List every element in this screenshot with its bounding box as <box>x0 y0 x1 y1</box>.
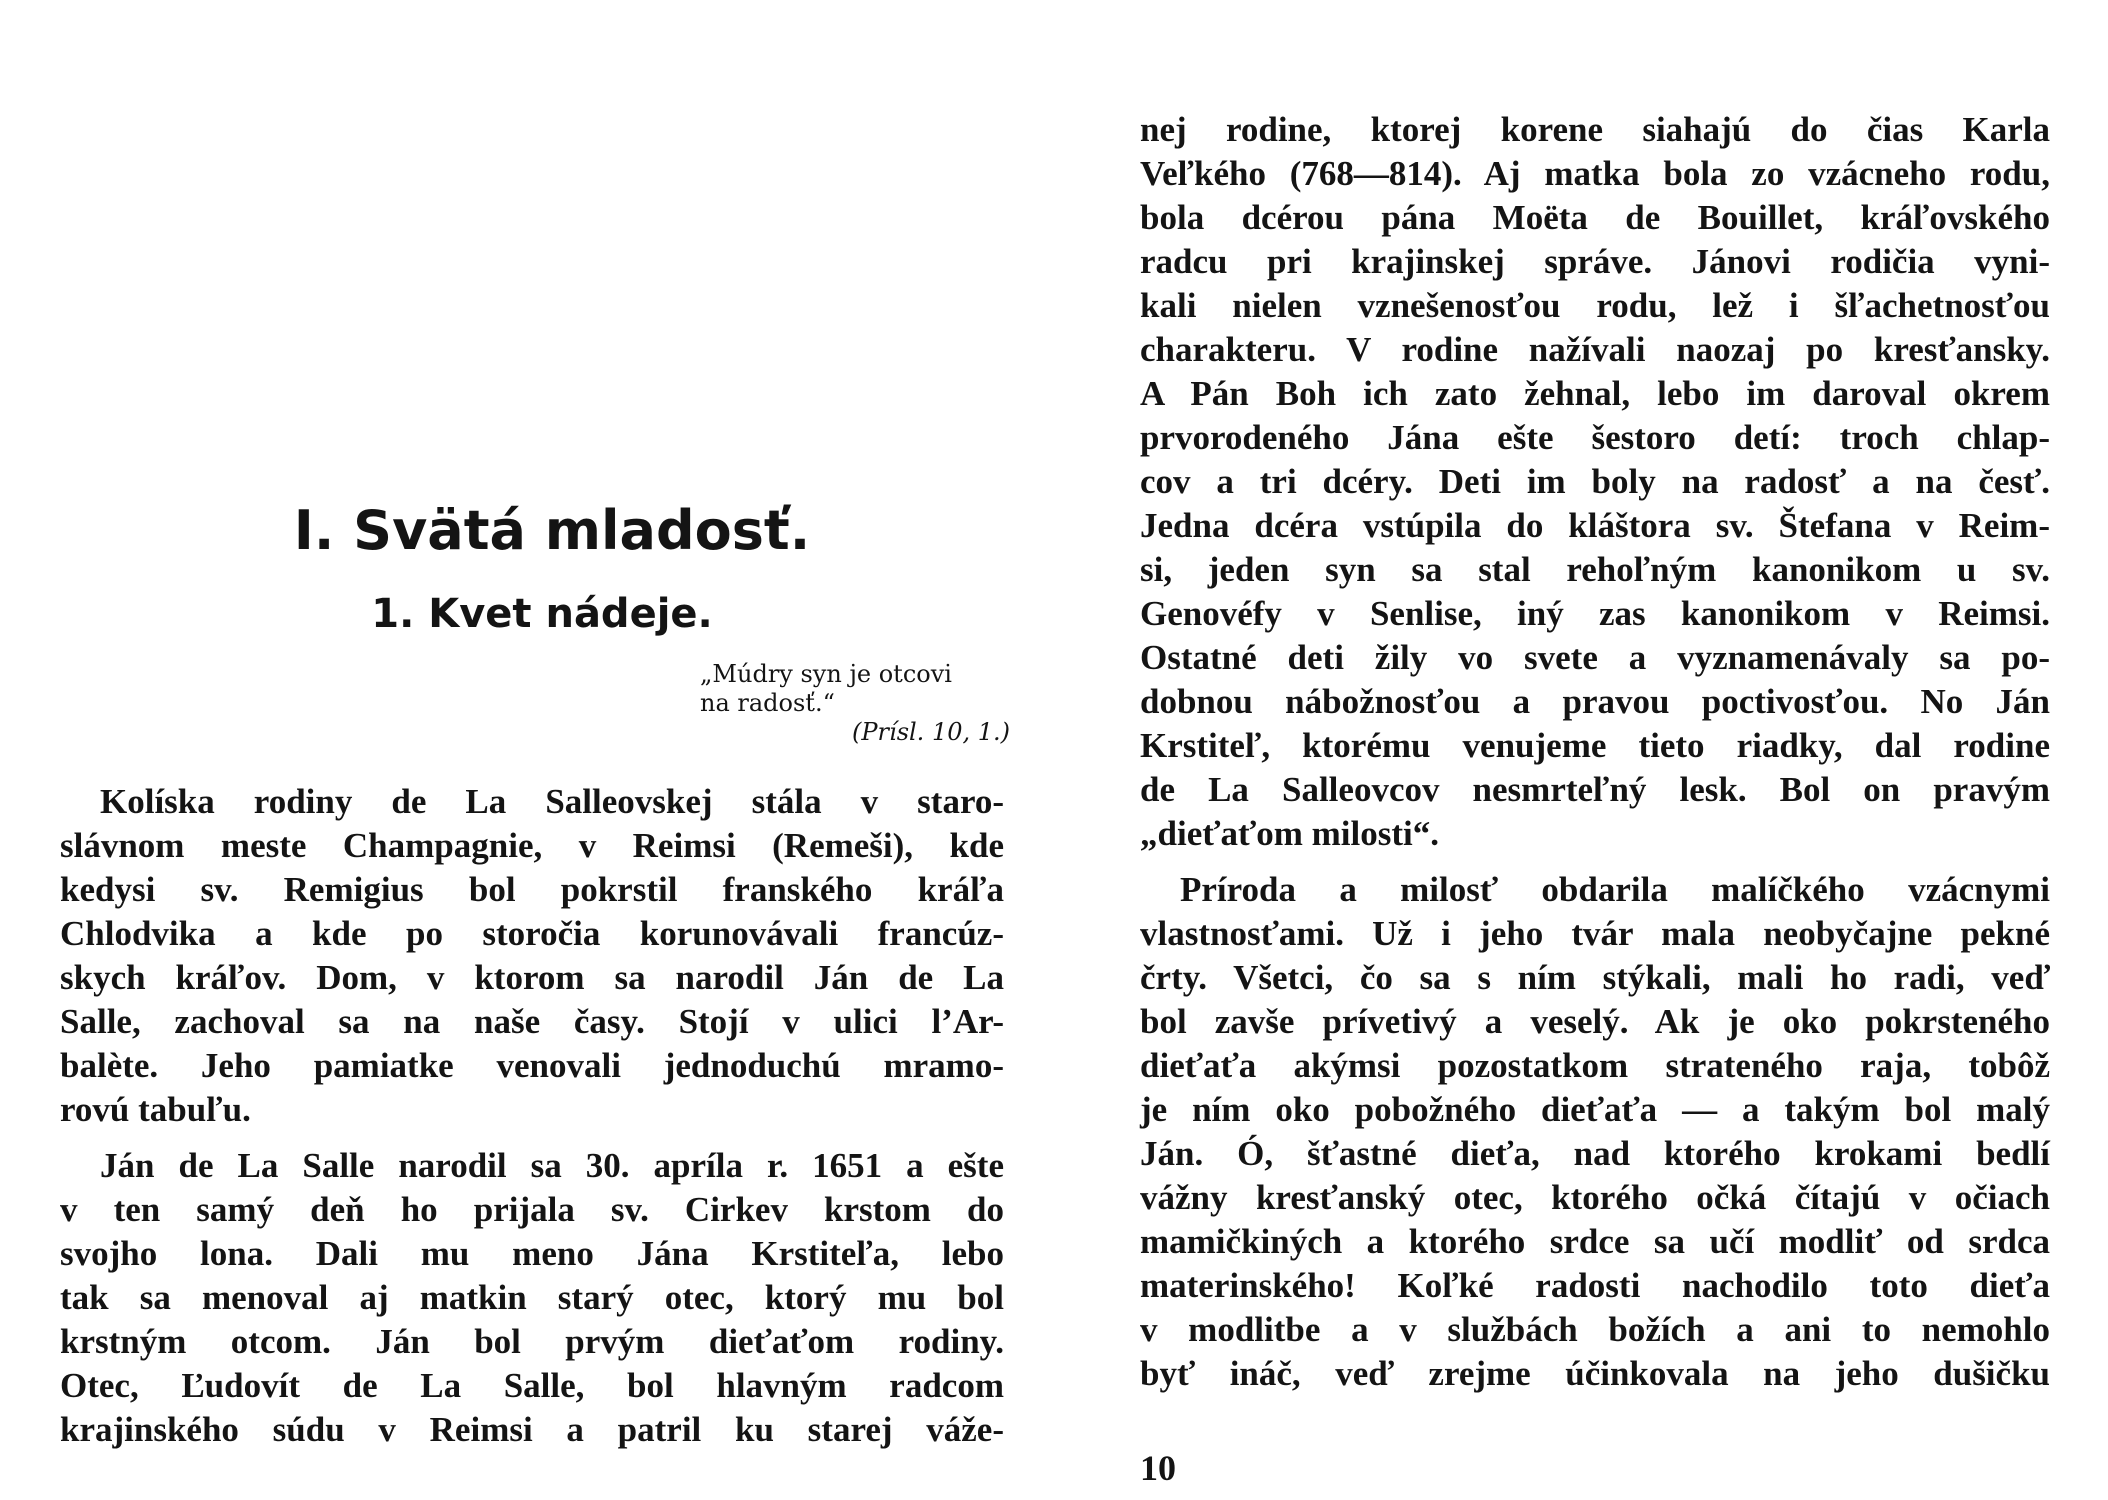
text-line: svojho lona. Dali mu meno Jána Krstiteľa, lebo <box>60 1234 1004 1273</box>
text-line: kedysi sv. Remigius bol pokrstil franského kráľa <box>60 870 1004 909</box>
text-line: de La Salleovcov nesmrteľný lesk. Bol on pravým <box>1140 770 2050 809</box>
text-line: Genovéfy v Senlise, iný zas kanonikom v Reimsi. <box>1140 594 2050 633</box>
text-line: je ním oko pobožného dieťaťa — a takým bol malý <box>1140 1090 2050 1129</box>
motto-line: na radosť.“ <box>700 689 835 717</box>
text-line: v ten samý deň ho prijala sv. Cirkev krstom do <box>60 1190 1004 1229</box>
text-line: balète. Jeho pamiatke venovali jednoduchú mramo- <box>60 1046 1004 1085</box>
section-title: 1. Kvet nádeje. <box>371 591 713 637</box>
paragraph-gap <box>1140 856 2050 868</box>
text-line: v modlitbe a v službách božích a ani to nemohlo <box>1140 1310 2050 1349</box>
text-line: Jedna dcéra vstúpila do kláštora sv. Štefana v Reim- <box>1140 506 2050 545</box>
text-line: A Pán Boh ich zato žehnal, lebo im daroval okrem <box>1140 374 2050 413</box>
text-line: Ján de La Salle narodil sa 30. apríla r. 1651 a ešte <box>100 1146 1004 1185</box>
text-line: byť ináč, veď zrejme účinkovala na jeho dušičku <box>1140 1354 2050 1393</box>
text-line: krstným otcom. Ján bol prvým dieťaťom rodiny. <box>60 1322 1004 1361</box>
chapter-title: I. Svätá mladosť. <box>293 499 811 562</box>
text-line: si, jeden syn sa stal rehoľným kanonikom u sv. <box>1140 550 2050 589</box>
right-body-text <box>1140 108 2050 1396</box>
text-line: Ján. Ó, šťastné dieťa, nad ktorého krokami bedlí <box>1140 1134 2050 1173</box>
text-line: tak sa menoval aj matkin starý otec, ktorý mu bol <box>60 1278 1004 1317</box>
text-line: bola dcérou pána Moëta de Bouillet, kráľovského <box>1140 198 2050 237</box>
text-line: Veľkého (768—814). Aj matka bola zo vzácneho rodu, <box>1140 154 2050 193</box>
text-line: dieťaťa akýmsi pozostatkom strateného raja, tobôž <box>1140 1046 2050 1085</box>
text-line: mamičkiných a ktorého srdce sa učí modliť od srdca <box>1140 1222 2050 1261</box>
text-line: cov a tri dcéry. Deti im boly na radosť a na česť. <box>1140 462 2050 501</box>
text-line: rovú tabuľu. <box>60 1090 251 1129</box>
text-line: slávnom meste Champagnie, v Reimsi (Remeši), kde <box>60 826 1004 865</box>
text-line: „dieťaťom milosti“. <box>1140 814 1439 853</box>
text-line: Kolíska rodiny de La Salleovskej stála v staro- <box>100 782 1004 821</box>
motto-line: „Múdry syn je otcovi <box>700 660 952 688</box>
text-line: prvorodeného Jána ešte šestoro detí: troch chlap- <box>1140 418 2050 457</box>
text-line: radcu pri krajinskej správe. Jánovi rodičia vyni- <box>1140 242 2050 281</box>
text-line: Krstiteľ, ktorému venujeme tieto riadky, dal rodine <box>1140 726 2050 765</box>
text-line: Otec, Ľudovít de La Salle, bol hlavným radcom <box>60 1366 1004 1405</box>
text-line: kali nielen vznešenosťou rodu, lež i šľachetnosťou <box>1140 286 2050 325</box>
text-line: vážny kresťanský otec, ktorého očká čítajú v očiach <box>1140 1178 2050 1217</box>
text-line: vlastnosťami. Už i jeho tvár mala neobyčajne pekné <box>1140 914 2050 953</box>
right-page <box>1140 0 2050 1500</box>
text-line: Ostatné deti žily vo svete a vyznamenávaly sa po- <box>1140 638 2050 677</box>
text-line: Príroda a milosť obdarila malíčkého vzácnymi <box>1180 870 2050 909</box>
text-line: skych kráľov. Dom, v ktorom sa narodil Ján de La <box>60 958 1004 997</box>
text-line: bol zavše prívetivý a veselý. Ak je oko pokrsteného <box>1140 1002 2050 1041</box>
text-line: charakteru. V rodine nažívali naozaj po kresťansky. <box>1140 330 2050 369</box>
text-line: dobnou nábožnosťou a pravou poctivosťou. No Ján <box>1140 682 2050 721</box>
motto-source: (Prísl. 10, 1.) <box>852 718 1010 746</box>
text-line: krajinského súdu v Reimsi a patril ku starej váže- <box>60 1410 1004 1449</box>
text-line: črty. Všetci, čo sa s ním stýkali, mali ho radi, veď <box>1140 958 2050 997</box>
paragraph-gap <box>60 1132 1004 1144</box>
motto-epigraph <box>700 660 1010 747</box>
left-page <box>60 0 1010 1500</box>
text-line: Salle, zachoval sa na naše časy. Stojí v ulici l’Ar- <box>60 1002 1004 1041</box>
text-line: nej rodine, ktorej korene siahajú do čias Karla <box>1140 110 2050 149</box>
text-line: Chlodvika a kde po storočia korunovávali francúz- <box>60 914 1004 953</box>
heading-block <box>60 500 1004 638</box>
text-line: materinského! Koľké radosti nachodilo toto dieťa <box>1140 1266 2050 1305</box>
page-number: 10 <box>1140 1448 1176 1488</box>
left-body-text <box>60 780 1004 1452</box>
